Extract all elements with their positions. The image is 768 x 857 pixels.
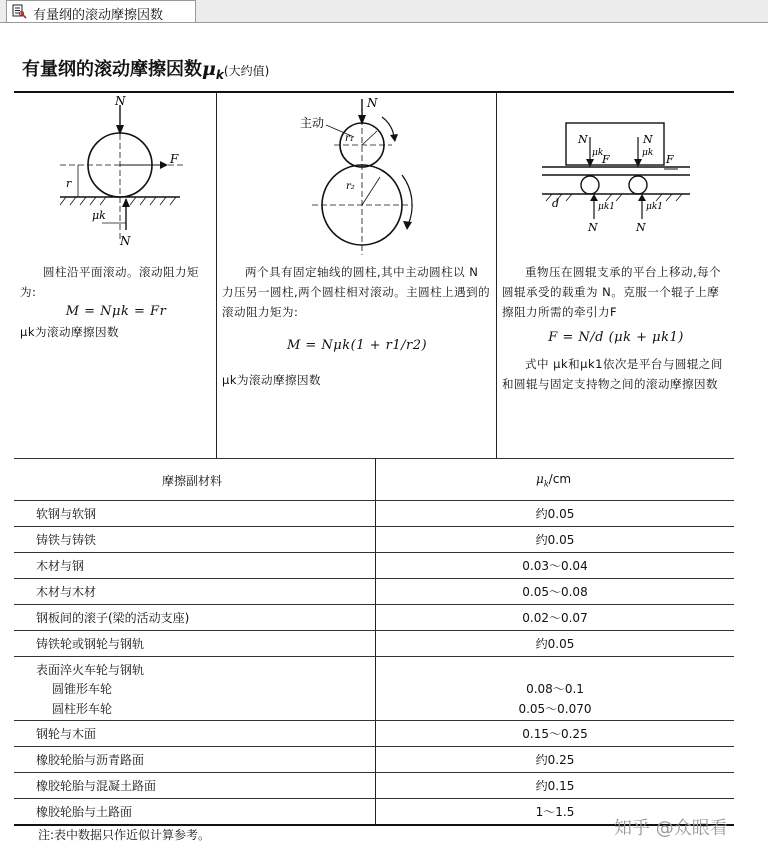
row-material: 铸铁轮或钢轮与钢轨 bbox=[36, 637, 145, 651]
row-material: 表面淬火车轮与钢轨 bbox=[36, 663, 145, 677]
row-sub-value: 0.05～0.070 bbox=[518, 702, 592, 716]
label-mu-k: μk bbox=[92, 209, 106, 222]
label-N2: N bbox=[643, 133, 653, 146]
title-symbol: μ bbox=[202, 58, 216, 80]
table-row bbox=[14, 630, 734, 656]
label-N: N bbox=[367, 96, 378, 110]
row-material: 木材与木材 bbox=[36, 585, 97, 599]
mu-symbol: $\mu_k$ bbox=[536, 472, 549, 489]
row-material: 橡胶轮胎与土路面 bbox=[36, 805, 133, 819]
label-r2: r₂ bbox=[346, 181, 355, 192]
table-header-material: 摩擦副材料 bbox=[162, 474, 223, 488]
table-row bbox=[14, 772, 734, 798]
case-1 bbox=[20, 262, 212, 342]
row-value: 约0.05 bbox=[535, 533, 575, 547]
figure-two-cylinders bbox=[222, 95, 492, 260]
label-F: F bbox=[170, 152, 179, 166]
case-1-desc: 圆柱沿平面滚动。滚动阻力矩为: bbox=[20, 265, 199, 299]
row-value: 约0.25 bbox=[535, 753, 575, 767]
label-N4: N bbox=[636, 221, 646, 234]
case-2-desc: 两个具有固定轴线的圆柱,其中主动圆柱以 N 力压另一圆柱,两个圆柱相对滚动。主圆柱上遇到的滚动阻力矩为: bbox=[222, 265, 491, 319]
title-text: 有量纲的滚动摩擦因数 bbox=[22, 59, 202, 80]
footnote: 注:表中数据只作近似计算参考。 bbox=[38, 828, 211, 842]
divider bbox=[496, 93, 497, 458]
document-icon bbox=[12, 4, 28, 19]
label-muk1-b: μk1 bbox=[646, 202, 664, 212]
tab-document[interactable] bbox=[6, 0, 196, 22]
row-value: 0.05～0.08 bbox=[522, 585, 588, 599]
label-d: d bbox=[552, 197, 560, 210]
table-row bbox=[14, 720, 734, 746]
figure-cylinder-on-plane bbox=[20, 95, 210, 260]
case-2 bbox=[222, 262, 492, 390]
case-2-formula: M = Nμk(1 + r1/r2) bbox=[286, 338, 428, 353]
table-row bbox=[14, 746, 734, 772]
table-row bbox=[14, 578, 734, 604]
row-value: 约0.15 bbox=[535, 779, 575, 793]
tab-label: 有量纲的滚动摩擦因数 bbox=[33, 8, 164, 23]
row-value: 约0.05 bbox=[535, 507, 575, 521]
divider bbox=[216, 93, 217, 458]
row-material: 软钢与软钢 bbox=[36, 507, 97, 521]
table-header-value: $\mu_k/cm$ bbox=[536, 472, 572, 489]
tab-bar bbox=[0, 0, 768, 23]
label-mu1: μk bbox=[592, 148, 604, 158]
case-1-formula: M = Nμk = Fr bbox=[65, 304, 167, 319]
row-material: 铸铁与铸铁 bbox=[36, 533, 97, 547]
table-header-top bbox=[14, 458, 734, 459]
row-material: 钢板间的滚子(梁的活动支座) bbox=[36, 611, 190, 625]
label-F2: F bbox=[666, 153, 674, 166]
title-note: (大约值) bbox=[223, 64, 270, 78]
table-row bbox=[14, 552, 734, 578]
label-muk1-a: μk1 bbox=[598, 202, 616, 212]
row-material: 木材与钢 bbox=[36, 559, 85, 573]
row-sub-value: 0.08～0.1 bbox=[526, 682, 584, 696]
case-2-note: μk为滚动摩擦因数 bbox=[222, 373, 321, 387]
label-F1: F bbox=[602, 153, 610, 166]
label-N3: N bbox=[588, 221, 598, 234]
row-value: 0.02～0.07 bbox=[522, 611, 588, 625]
label-N1: N bbox=[578, 133, 588, 146]
table-row bbox=[14, 500, 734, 526]
case-3-desc: 重物压在圆辊支承的平台上移动,每个圆辊承受的载重为 N。克服一个辊子上摩擦阻力所需的牵引力F bbox=[502, 265, 722, 319]
table-row-group bbox=[14, 656, 734, 720]
label-N-reaction: N bbox=[120, 234, 131, 248]
row-value: 1～1.5 bbox=[535, 805, 575, 819]
row-sub-material: 圆锥形车轮 bbox=[52, 682, 113, 696]
label-r1: r₁ bbox=[345, 133, 354, 144]
case-3-note: 式中 μk和μk1依次是平台与圆辊之间和圆辊与固定支持物之间的滚动摩擦因数 bbox=[502, 357, 723, 391]
table-row bbox=[14, 604, 734, 630]
page-title bbox=[22, 55, 269, 82]
label-N: N bbox=[115, 95, 126, 108]
row-material: 橡胶轮胎与沥青路面 bbox=[36, 753, 145, 767]
title-subscript: k bbox=[215, 68, 224, 82]
label-r: r bbox=[66, 177, 72, 190]
case-3 bbox=[502, 262, 730, 394]
table-row bbox=[14, 526, 734, 552]
row-value: 0.03～0.04 bbox=[522, 559, 588, 573]
figure-platform-on-rollers bbox=[502, 95, 730, 260]
table-top-border bbox=[14, 91, 734, 93]
case-1-note: μk为滚动摩擦因数 bbox=[20, 325, 119, 339]
case-3-formula: F = N/d (μk + μk1) bbox=[548, 330, 684, 345]
row-value: 0.15～0.25 bbox=[522, 727, 588, 741]
row-material: 钢轮与木面 bbox=[36, 727, 97, 741]
label-driving: 主动 bbox=[300, 116, 325, 130]
row-sub-material: 圆柱形车轮 bbox=[52, 702, 113, 716]
row-value: 约0.05 bbox=[535, 637, 575, 651]
row-material: 橡胶轮胎与混凝土路面 bbox=[36, 779, 157, 793]
watermark: 知乎 @众眼看 bbox=[614, 818, 728, 839]
label-mu2: μk bbox=[642, 148, 654, 158]
